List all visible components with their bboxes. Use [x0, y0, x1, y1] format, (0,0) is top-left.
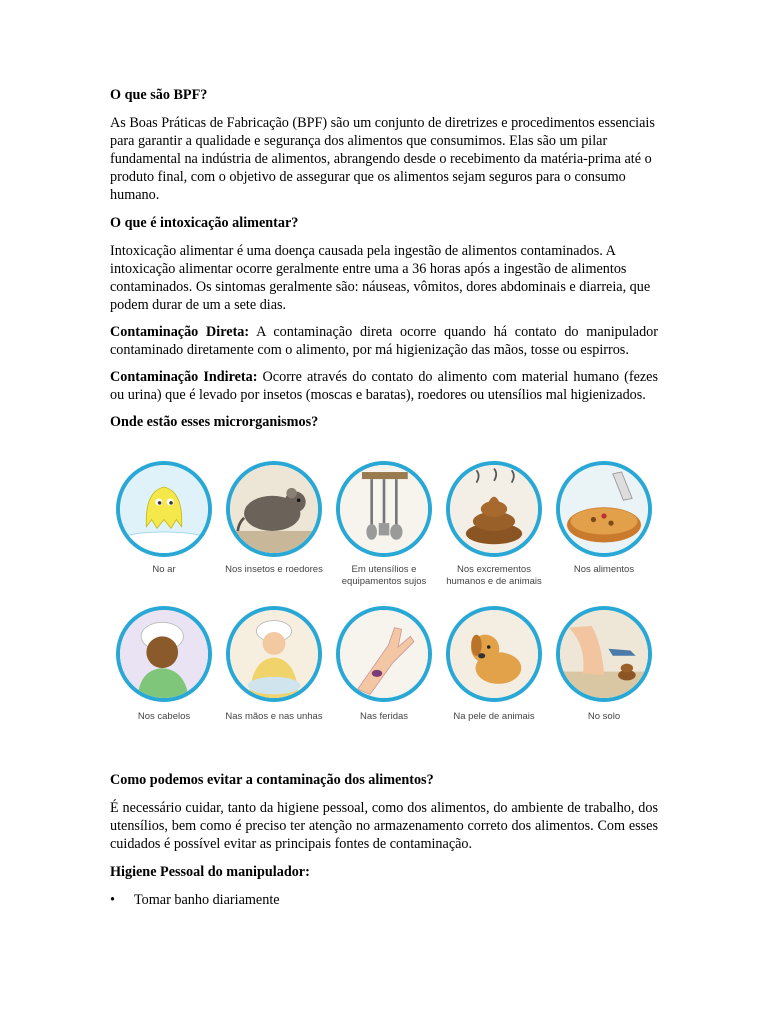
dog-icon [446, 606, 542, 702]
caption-feridas: Nas feridas [359, 711, 409, 722]
caption-no-ar: No ar [152, 564, 176, 575]
hair-icon [116, 606, 212, 702]
germ-icon [116, 461, 212, 557]
hands-icon [226, 606, 322, 702]
caption-alimentos: Nos alimentos [573, 564, 635, 575]
text-contaminacao-indireta: Ocorre através do contato do alimento com material humano (fezes ou urina) que é levado por insetos (moscas e baratas), roedores ou utensílios mal higienizados. [110, 369, 658, 403]
text-contaminacao-direta: A contaminação direta ocorre quando há contato do manipulador contaminado diretamente com o alimento, por má higienização das mãos, tosse ou espirros. [110, 324, 658, 358]
caption-pele-animais: Na pele de animais [453, 711, 535, 722]
paragraph-bpf: As Boas Práticas de Fabricação (BPF) são um conjunto de diretrizes e procedimentos essenciais para garantir a qualidade e segurança dos alimentos que consumimos. Elas são um pilar fundamental na indústria de alimentos, abrangendo desde o recebimento da matéria-prima até o produto final, com o objetivo de assegurar que os alimentos sejam seguros para o consumo humano. [110, 115, 655, 203]
rat-icon [226, 461, 322, 557]
paragraph-intoxicacao: Intoxicação alimentar é uma doença causada pela ingestão de alimentos contaminados. A intoxicação alimentar ocorre geralmente entre uma a 36 horas após a ingestão de alimentos contaminados. Os sintomas geralmente são: náuseas, vômitos, dores abdominais e diarreia, que podem durar de um a sete dias. [110, 243, 651, 313]
microorganisms-figure [110, 461, 658, 761]
document-page [110, 86, 658, 909]
hygiene-list [110, 891, 658, 909]
caption-solo: No solo [587, 711, 621, 722]
label-contaminacao-indireta: Contaminação Indireta: [110, 369, 258, 385]
soil-icon [556, 606, 652, 702]
label-contaminacao-direta: Contaminação Direta: [110, 324, 250, 340]
caption-insetos-roedores: Nos insetos e roedores [225, 564, 323, 575]
heading-evitar-contaminacao: Como podemos evitar a contaminação dos alimentos? [110, 772, 434, 788]
caption-maos-unhas: Nas mãos e nas unhas [225, 711, 323, 722]
paragraph-contaminacao-indireta [110, 368, 658, 404]
list-item [110, 891, 658, 909]
feces-icon [446, 461, 542, 557]
heading-intoxicacao: O que é intoxicação alimentar? [110, 215, 299, 231]
utensils-icon [336, 461, 432, 557]
bullet-icon: • [110, 892, 115, 908]
heading-microrganismos: Onde estão esses microrganismos? [110, 414, 319, 430]
caption-utensilios: Em utensílios e equipamentos sujos [341, 564, 427, 587]
caption-cabelos: Nos cabelos [137, 711, 191, 722]
paragraph-evitar-contaminacao: É necessário cuidar, tanto da higiene pessoal, como dos alimentos, do ambiente de trabalho, dos utensílios, bem como é preciso ter atenção no armazenamento correto dos alimentos. Com esses cuidados é possível evitar as principais fontes de contaminação. [110, 800, 658, 852]
food-pot-icon [556, 461, 652, 557]
paragraph-contaminacao-direta [110, 323, 658, 359]
caption-excrementos: Nos excrementos humanos e de animais [446, 564, 542, 587]
list-item-text: Tomar banho diariamente [134, 892, 280, 908]
heading-bpf: O que são BPF? [110, 87, 208, 103]
wound-icon [336, 606, 432, 702]
heading-higiene-pessoal: Higiene Pessoal do manipulador: [110, 864, 310, 880]
